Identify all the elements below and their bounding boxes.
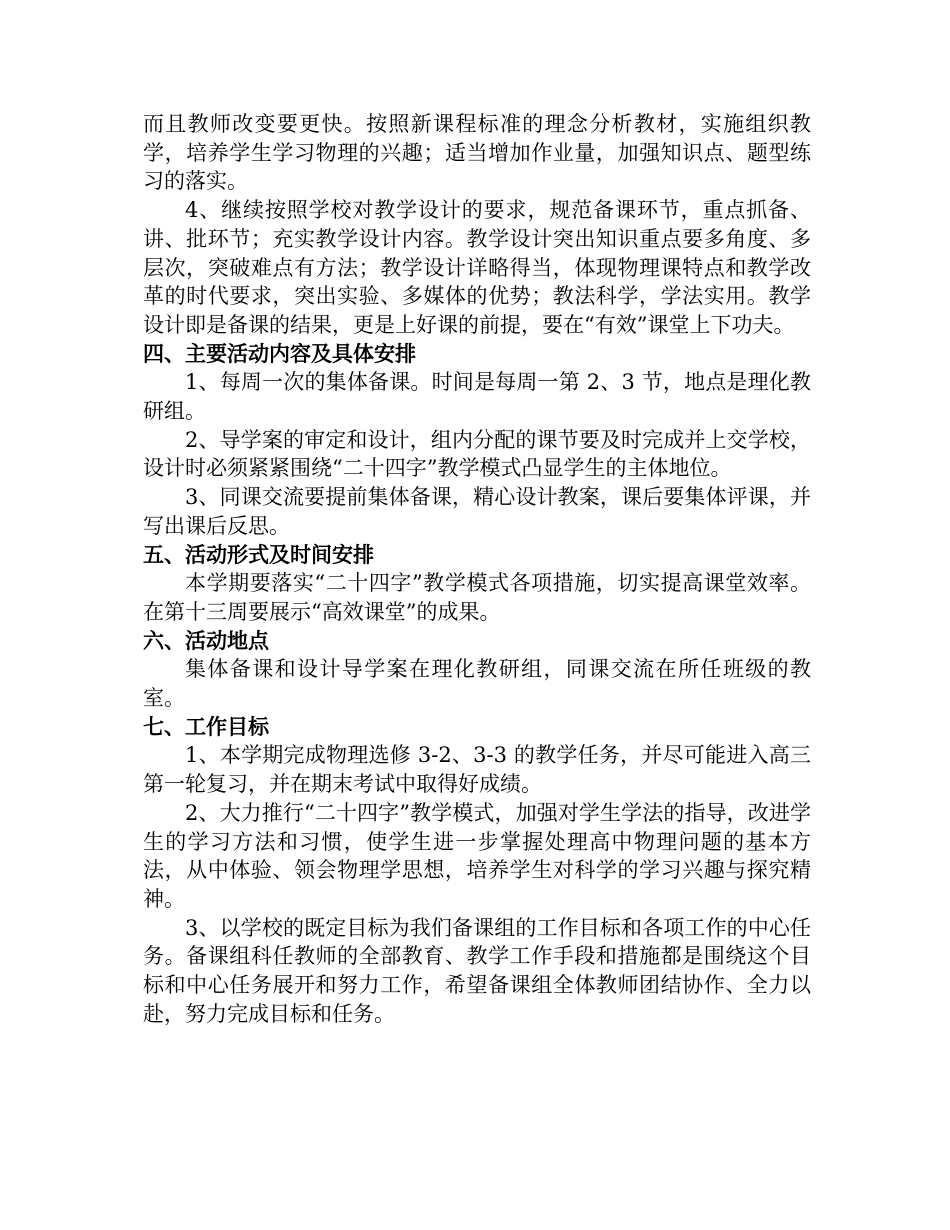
- section7-item-2: 2、大力推行“二十四字”教学模式，加强对学生学法的指导，改进学生的学习方法和习惯，使学生进一步掌握处理高中物理问题的基本方法，从中体验、领会物理学思想，培养学生对科学的学习兴趣与探究精神。: [143, 800, 811, 911]
- section7-item-1: 1、本学期完成物理选修 3-2、3-3 的教学任务，并尽可能进入高三第一轮复习，并在期末考试中取得好成绩。: [143, 743, 811, 797]
- section7-item-3: 3、以学校的既定目标为我们备课组的工作目标和各项工作的中心任务。备课组科任教师的全部教育、教学工作手段和措施都是围绕这个目标和中心任务展开和努力工作，希望备课组全体教师团结协作、全力以赴，努力完成目标和任务。: [143, 915, 811, 1026]
- section-heading-4: 四、主要活动内容及具体安排: [143, 341, 416, 366]
- section6-text: 集体备课和设计导学案在理化教研组，同课交流在所任班级的教室。: [143, 657, 811, 711]
- section-heading-6: 六、活动地点: [143, 628, 269, 653]
- section4-item-3: 3、同课交流要提前集体备课，精心设计教案，课后要集体评课，并写出课后反思。: [143, 485, 811, 538]
- section-heading-7: 七、工作目标: [143, 714, 269, 739]
- document-page: [143, 110, 811, 1029]
- section-heading-5: 五、活动形式及时间安排: [143, 542, 374, 567]
- section4-item-2: 2、导学案的审定和设计，组内分配的课节要及时完成并上交学校，设计时必须紧紧围绕“二十四字”教学模式凸显学生的主体地位。: [143, 427, 811, 481]
- section4-item-1: 1、每周一次的集体备课。时间是每周一第 2、3 节，地点是理化教研组。: [143, 370, 811, 424]
- paragraph-continuation: 而且教师改变要更快。按照新课程标准的理念分析教材，实施组织教学，培养学生学习物理的兴趣；适当增加作业量，加强知识点、题型练习的落实。: [143, 112, 811, 194]
- paragraph-item-4: 4、继续按照学校对教学设计的要求，规范备课环节，重点抓备、讲、批环节；充实教学设计内容。教学设计突出知识重点要多角度、多层次，突破难点有方法；教学设计详略得当，体现物理课特点和教学改革的时代要求，突出实验、多媒体的优势；教法科学，学法实用。教学设计即是备课的结果，更是上好课的前提，要在“有效”课堂上下功夫。: [143, 198, 811, 337]
- section5-text: 本学期要落实“二十四字”教学模式各项措施，切实提高课堂效率。在第十三周要展示“高效课堂”的成果。: [143, 571, 811, 624]
